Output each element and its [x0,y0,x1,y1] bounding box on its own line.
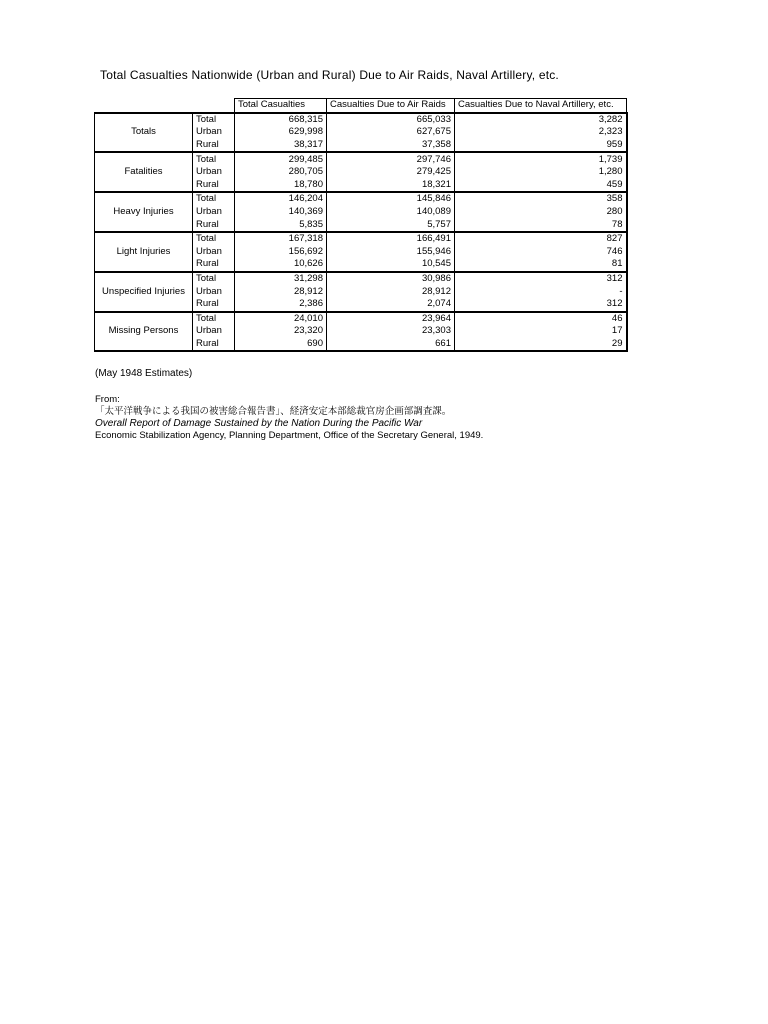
table-header-row [95,99,627,113]
row-label: Total [193,312,235,326]
air-raid-value: 2,074 [327,298,455,312]
naval-artillery-value: 746 [455,246,627,259]
air-raid-value: 665,033 [327,113,455,127]
naval-artillery-value: 17 [455,325,627,338]
air-raid-value: 140,089 [327,206,455,219]
total-casualties-value: 10,626 [235,258,327,272]
naval-artillery-value: 1,739 [455,152,627,166]
naval-artillery-value: 280 [455,206,627,219]
naval-artillery-value: 827 [455,232,627,246]
air-raid-value: 30,986 [327,272,455,286]
naval-artillery-value: 312 [455,272,627,286]
row-label: Rural [193,218,235,232]
naval-artillery-value: 81 [455,258,627,272]
table-row [95,113,627,127]
table-row [95,152,627,166]
row-label: Rural [193,258,235,272]
header-total-casualties: Total Casualties [235,99,327,113]
estimate-note: (May 1948 Estimates) [95,368,193,379]
total-casualties-value: 299,485 [235,152,327,166]
total-casualties-value: 23,320 [235,325,327,338]
naval-artillery-value: - [455,285,627,298]
table-row [95,272,627,286]
category-label: Unspecified Injuries [95,272,193,312]
naval-artillery-value: 78 [455,218,627,232]
total-casualties-value: 690 [235,338,327,352]
table-row [95,312,627,326]
total-casualties-value: 146,204 [235,192,327,206]
total-casualties-value: 5,835 [235,218,327,232]
row-label: Total [193,113,235,127]
category-label: Fatalities [95,152,193,192]
page-title: Total Casualties Nationwide (Urban and Rural) Due to Air Raids, Naval Artillery, etc. [100,68,559,82]
table-row [95,232,627,246]
naval-artillery-value: 459 [455,179,627,193]
row-label: Rural [193,298,235,312]
row-label: Urban [193,246,235,259]
header-naval-artillery: Casualties Due to Naval Artillery, etc. [455,99,627,113]
row-label: Total [193,232,235,246]
air-raid-value: 10,545 [327,258,455,272]
header-blank-cell [193,99,235,113]
category-label: Heavy Injuries [95,192,193,232]
naval-artillery-value: 959 [455,139,627,153]
total-casualties-value: 28,912 [235,285,327,298]
row-label: Urban [193,206,235,219]
total-casualties-value: 38,317 [235,139,327,153]
air-raid-value: 279,425 [327,166,455,179]
air-raid-value: 145,846 [327,192,455,206]
naval-artillery-value: 46 [455,312,627,326]
air-raid-value: 166,491 [327,232,455,246]
casualties-table [94,98,628,352]
total-casualties-value: 2,386 [235,298,327,312]
category-label: Light Injuries [95,232,193,272]
air-raid-value: 23,303 [327,325,455,338]
naval-artillery-value: 29 [455,338,627,352]
total-casualties-value: 31,298 [235,272,327,286]
total-casualties-value: 24,010 [235,312,327,326]
air-raid-value: 297,746 [327,152,455,166]
notes-section [95,368,483,442]
table-row [95,192,627,206]
from-label: From: [95,394,120,405]
row-label: Urban [193,325,235,338]
air-raid-value: 155,946 [327,246,455,259]
air-raid-value: 627,675 [327,126,455,139]
naval-artillery-value: 312 [455,298,627,312]
air-raid-value: 661 [327,338,455,352]
row-label: Rural [193,139,235,153]
category-label: Totals [95,113,193,153]
total-casualties-value: 18,780 [235,179,327,193]
total-casualties-value: 140,369 [235,206,327,219]
air-raid-value: 28,912 [327,285,455,298]
row-label: Urban [193,126,235,139]
source-japanese-title: 「太平洋戦争による我国の被害総合報告書」、経済安定本部総裁官房企画部調査課。 [95,406,452,417]
row-label: Rural [193,179,235,193]
category-label: Missing Persons [95,312,193,352]
air-raid-value: 37,358 [327,139,455,153]
naval-artillery-value: 1,280 [455,166,627,179]
row-label: Total [193,152,235,166]
naval-artillery-value: 2,323 [455,126,627,139]
row-label: Urban [193,166,235,179]
row-label: Total [193,192,235,206]
row-label: Urban [193,285,235,298]
source-english-title: Overall Report of Damage Sustained by the Nation During the Pacific War [95,418,423,429]
header-air-raids: Casualties Due to Air Raids [327,99,455,113]
total-casualties-value: 156,692 [235,246,327,259]
row-label: Total [193,272,235,286]
air-raid-value: 5,757 [327,218,455,232]
air-raid-value: 18,321 [327,179,455,193]
total-casualties-value: 629,998 [235,126,327,139]
total-casualties-value: 668,315 [235,113,327,127]
naval-artillery-value: 358 [455,192,627,206]
row-label: Rural [193,338,235,352]
table-body [95,113,627,352]
source-organization: Economic Stabilization Agency, Planning Department, Office of the Secretary General, 1949. [95,430,484,441]
air-raid-value: 23,964 [327,312,455,326]
total-casualties-value: 167,318 [235,232,327,246]
naval-artillery-value: 3,282 [455,113,627,127]
header-blank-cell [95,99,193,113]
total-casualties-value: 280,705 [235,166,327,179]
